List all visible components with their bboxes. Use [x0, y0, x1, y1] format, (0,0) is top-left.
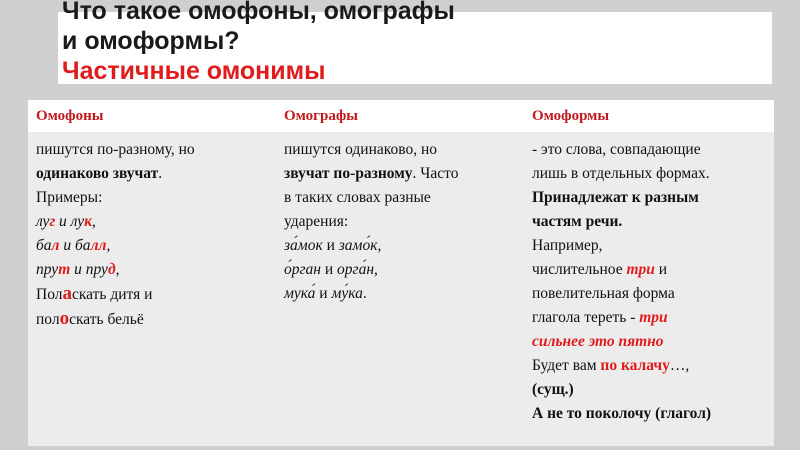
title-line-3: Частичные омонимы — [62, 57, 326, 85]
text-line: в таких словах разные — [284, 189, 431, 206]
text-line: ударения: — [284, 213, 349, 230]
text-line: повелительная форма — [532, 285, 675, 302]
column-header-homoforms: Омоформы — [532, 108, 610, 124]
text-line: глагола тереть - три — [532, 309, 668, 326]
text-line: прут и пруд, — [36, 261, 120, 278]
text-line: пишутся по-разному, но — [36, 141, 195, 158]
text-line: о́рган и орга́н, — [284, 261, 378, 278]
title-line-2: и омоформы? — [62, 27, 240, 55]
column-homographs — [276, 100, 524, 446]
text-line: за́мок и замо́к, — [284, 237, 382, 254]
column-homoforms — [524, 100, 774, 446]
text-line: - это слова, совпадающие — [532, 141, 701, 158]
column-header-homophones: Омофоны — [36, 108, 104, 124]
text-line: полоскать бельё — [36, 308, 144, 329]
text-line: мука́ и му́ка. — [284, 285, 367, 302]
text-line: Примеры: — [36, 189, 103, 206]
text-line: Будет вам по калачу…, — [532, 357, 690, 374]
homonyms-table — [28, 100, 774, 446]
column-body-homoforms — [532, 138, 711, 426]
title-line-1: Что такое омофоны, омографы — [62, 0, 455, 25]
text-line: лишь в отдельных формах. — [532, 165, 710, 182]
text-line: Принадлежат к разным — [532, 189, 699, 206]
column-header-homographs: Омографы — [284, 108, 358, 124]
text-line: звучат по-разному. Часто — [284, 165, 459, 182]
text-line: Поласкать дитя и — [36, 283, 153, 304]
text-line: Например, — [532, 237, 603, 254]
text-line: луг и лук, — [36, 213, 96, 230]
column-body-homophones — [36, 138, 195, 332]
text-line: А не то поколочу (глагол) — [532, 405, 712, 422]
text-line: числительное три и — [532, 261, 668, 278]
text-line: сильнее это пятно — [532, 333, 664, 350]
column-body-homographs — [284, 138, 458, 306]
text-line: частям речи. — [532, 213, 623, 230]
text-line: пишутся одинаково, но — [284, 141, 438, 158]
column-homophones — [28, 100, 276, 446]
text-line: (сущ.) — [532, 381, 574, 398]
text-line: одинаково звучат. — [36, 165, 163, 182]
text-line: бал и балл, — [36, 237, 111, 254]
